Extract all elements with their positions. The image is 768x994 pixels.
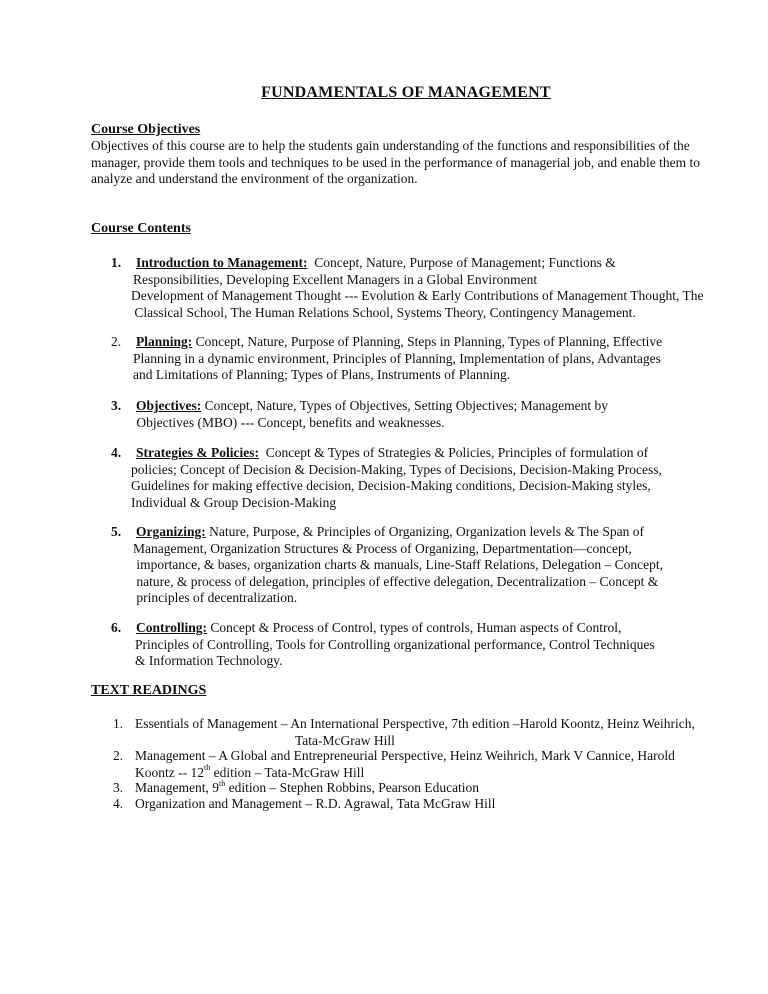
reading-line: Organization and Management – R.D. Agrawal, Tata McGraw Hill: [135, 796, 496, 811]
reading-text: Koontz -- 12: [135, 764, 204, 780]
item-heading: Introduction to Management:: [136, 255, 308, 270]
item-line: Objectives (MBO) --- Concept, benefits and weaknesses.: [133, 414, 445, 430]
item-first-line: [111, 398, 731, 415]
item-line: and Limitations of Planning; Types of Plans, Instruments of Planning.: [133, 367, 511, 382]
item-line: policies; Concept of Decision & Decision-Making, Types of Decisions, Decision-Making Process,: [131, 461, 662, 477]
item-line: Principles of Controlling, Tools for Controlling organizational performance, Control Techniques: [135, 636, 655, 652]
item-text: Concept, Nature, Types of Objectives, Setting Objectives; Management by: [201, 398, 608, 413]
reading-text: edition – Tata-McGraw Hill: [210, 764, 365, 780]
reading-number: 4.: [113, 796, 124, 811]
reading-item: [113, 796, 495, 813]
page-title: FUNDAMENTALS OF MANAGEMENT: [261, 84, 551, 101]
reading-line: [113, 765, 675, 782]
item-line: Guidelines for making effective decision, Decision-Making conditions, Decision-Making styles,: [131, 478, 651, 493]
reading-line: Tata-McGraw Hill: [295, 732, 395, 748]
item-number: 2.: [111, 334, 122, 349]
reading-number: 3.: [113, 780, 124, 795]
item-heading: Objectives:: [136, 398, 202, 413]
item-line: & Information Technology.: [135, 653, 283, 668]
item-text: Concept, Nature, Purpose of Planning, Steps in Planning, Types of Planning, Effective: [192, 334, 663, 349]
reading-line: Management – A Global and Entrepreneurial Perspective, Heinz Weihrich, Mark V Cannice, Harold: [135, 748, 675, 763]
item-text: Concept & Process of Control, types of controls, Human aspects of Control,: [207, 620, 622, 635]
item-line: Responsibilities, Developing Excellent Managers in a Global Environment: [133, 271, 538, 287]
item-heading: Strategies & Policies:: [136, 445, 259, 460]
reading-line: [113, 780, 479, 797]
reading-item: [113, 748, 675, 781]
item-text: Nature, Purpose, & Principles of Organizing, Organization levels & The Span of: [205, 524, 645, 539]
item-number: 3.: [111, 398, 122, 413]
item-first-line: [111, 524, 731, 541]
item-first-line: [111, 620, 731, 637]
item-first-line: [111, 334, 731, 351]
content-item-controlling: [111, 620, 731, 670]
item-line: principles of decentralization.: [133, 590, 298, 605]
content-item-planning: [111, 334, 731, 384]
contents-heading: Course Contents: [91, 221, 191, 236]
reading-text: edition – Stephen Robbins, Pearson Education: [225, 780, 480, 795]
item-heading: Planning:: [136, 334, 193, 349]
content-item-objectives: [111, 398, 731, 431]
item-number: 1.: [111, 255, 122, 270]
item-line: nature, & process of delegation, principles of effective delegation, Decentralization – Concept &: [133, 573, 659, 589]
content-item-strategies: [111, 445, 731, 511]
reading-number: 1.: [113, 716, 124, 731]
item-text: Concept, Nature, Purpose of Management; Functions &: [307, 255, 616, 270]
objectives-heading: Course Objectives: [91, 122, 201, 137]
item-line: Individual & Group Decision-Making: [131, 494, 337, 510]
item-line: importance, & bases, organization charts & manuals, Line-Staff Relations, Delegation – Concept,: [133, 557, 663, 572]
content-item-introduction: [111, 255, 731, 321]
item-text: Concept & Types of Strategies & Policies, Principles of formulation of: [258, 445, 649, 460]
content-item-organizing: [111, 524, 731, 607]
item-number: 5.: [111, 524, 122, 539]
item-first-line: [111, 445, 731, 462]
item-heading: Organizing:: [136, 524, 206, 539]
objectives-line: Objectives of this course are to help the students gain understanding of the functions and responsibilities of the: [91, 138, 690, 153]
item-line: Development of Management Thought --- Evolution & Early Contributions of Management Thought, The: [131, 288, 704, 303]
item-line: Classical School, The Human Relations School, Systems Theory, Contingency Management.: [131, 304, 636, 320]
item-line: Planning in a dynamic environment, Principles of Planning, Implementation of plans, Advantages: [133, 350, 661, 366]
objectives-paragraph: [91, 138, 731, 188]
item-number: 6.: [111, 620, 122, 635]
item-heading: Controlling:: [136, 620, 208, 635]
objectives-line: manager, provide them tools and techniques to be used in the performance of managerial job, and enable them to: [91, 154, 701, 170]
reading-line: Essentials of Management – An International Perspective, 7th edition –Harold Koontz, Heinz Weihrich,: [135, 716, 695, 731]
reading-text: Management, 9: [135, 780, 219, 795]
item-first-line: [111, 255, 731, 272]
reading-number: 2.: [113, 748, 124, 763]
item-line: Management, Organization Structures & Process of Organizing, Departmentation—concept,: [133, 540, 632, 556]
superscript: th: [203, 763, 211, 772]
item-number: 4.: [111, 445, 122, 460]
superscript: th: [218, 778, 226, 788]
readings-heading: TEXT READINGS: [91, 683, 207, 698]
reading-item: [113, 780, 479, 797]
objectives-line: analyze and understand the environment of the organization.: [91, 171, 418, 186]
reading-item: [113, 716, 695, 749]
